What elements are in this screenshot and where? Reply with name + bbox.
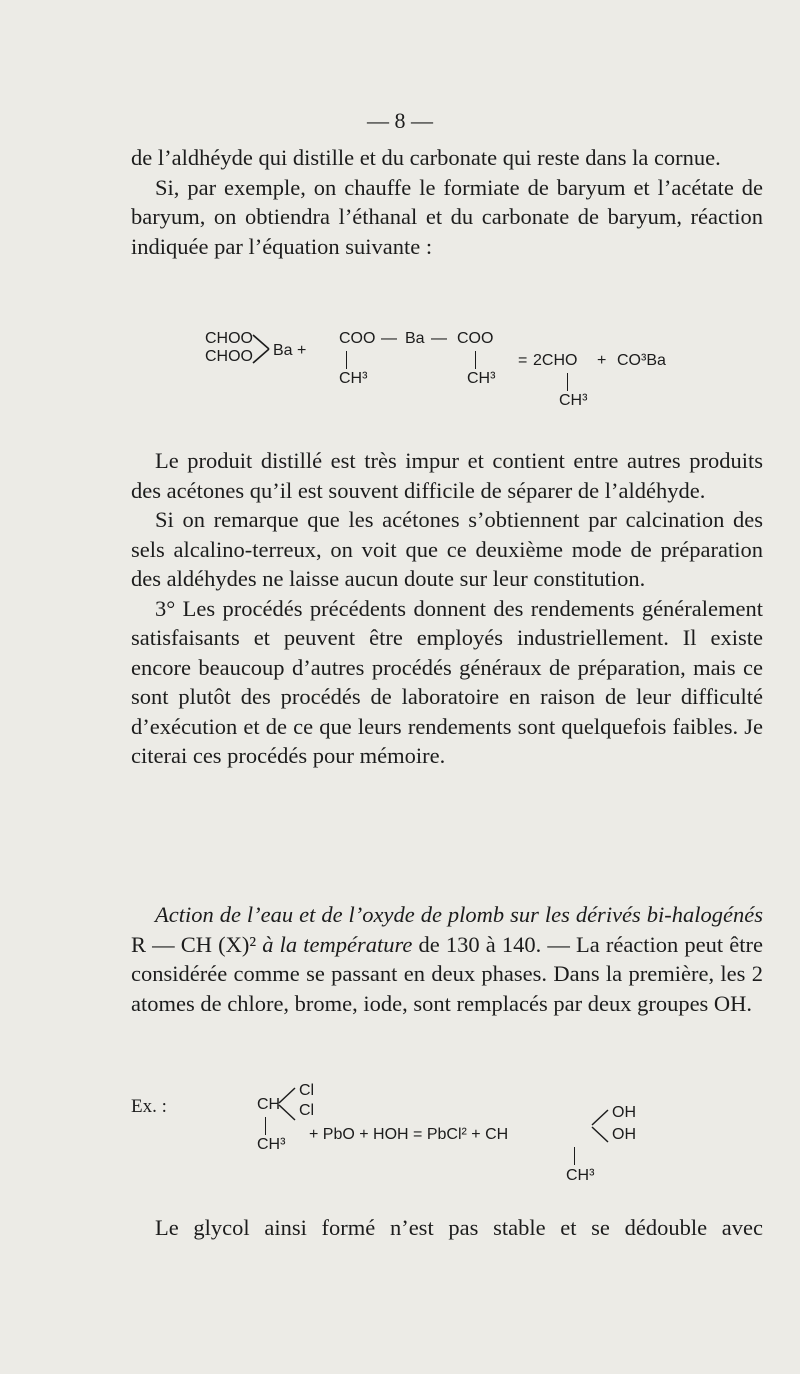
paragraph-3: Le produit distillé est très impur et contient entre autres produits des acétones qu’il est souvent difficile de séparer de l’aldéhyde. — [131, 448, 763, 503]
eq2-oh-top: OH — [612, 1104, 636, 1121]
paragraph-6-italic-2: à la température — [262, 931, 413, 957]
paragraph-6 — [131, 900, 763, 1018]
paragraph-6-rest: de 130 à 140. — La réaction peut être considérée comme se passant en deux phases. Dans la première, les 2 atomes de chlore, brome, iode, sont remplacés par deux groupes OH. — [131, 931, 763, 1016]
eq1-choo-bottom: CHOO — [205, 348, 253, 365]
eq2-bond-left — [265, 1117, 266, 1135]
text-block-bottom — [131, 1213, 763, 1243]
eq2-ch: CH — [257, 1096, 281, 1113]
paragraph-6-italic-1: Action de l’eau et de l’oxyde de plomb sur les dérivés bi-halogénés — [155, 902, 763, 927]
paragraph-4: Si on remarque que les acétones s’obtiennent par calcination des sels alcalino-terreux, on voit que ce deuxième mode de préparation des aldéhydes ne laisse aucun doute sur leur constitution. — [131, 507, 763, 591]
eq1-bond-left — [346, 351, 347, 369]
text-block-top — [131, 143, 763, 261]
eq1-ba-bridge: Ba — [405, 330, 425, 347]
eq2-ch3-left: CH³ — [257, 1136, 286, 1153]
eq1-ch3-left: CH³ — [339, 370, 368, 387]
eq1-plus-2: + — [597, 352, 607, 369]
eq1-dash-1: — — [381, 330, 397, 347]
eq1-dash-2: — — [431, 330, 447, 347]
text-block-middle — [131, 446, 763, 771]
eq2-ex-label: Ex. : — [131, 1096, 167, 1117]
paragraph-2: Si, par exemple, on chauffe le formiate de baryum et l’acétate de baryum, on obtiendra l’éthanal et du carbonate de baryum, réaction indiquée par l’équation suivante : — [131, 174, 763, 259]
eq1-2cho: 2CHO — [533, 352, 578, 369]
eq1-bond-right — [475, 351, 476, 369]
eq2-reaction: + PbO + HOH = PbCl² + CH — [309, 1126, 509, 1143]
eq2-bracket-right — [590, 1104, 614, 1148]
eq1-ba: Ba — [273, 342, 293, 359]
eq1-co3ba: CO³Ba — [617, 352, 666, 369]
eq2-ch3-right: CH³ — [566, 1167, 595, 1184]
eq1-plus: + — [297, 342, 307, 359]
eq1-coo-left: COO — [339, 330, 376, 347]
eq1-ch3-product: CH³ — [559, 392, 588, 409]
eq1-equals: = — [518, 352, 528, 369]
page-number: — 8 — — [367, 108, 433, 133]
eq2-oh-bottom: OH — [612, 1126, 636, 1143]
eq2-cl-bottom: Cl — [299, 1102, 315, 1119]
paragraph-6-formula: R — CH (X)² — [131, 931, 257, 957]
paragraph-7: Le glycol ainsi formé n’est pas stable et se dédouble avec — [155, 1215, 763, 1240]
eq1-bond-product — [567, 373, 568, 391]
eq1-coo-right: COO — [457, 330, 494, 347]
equation-glycol — [131, 1082, 691, 1192]
eq1-bracket — [251, 332, 273, 366]
paragraph-1: de l’aldhéyde qui distille et du carbonate qui reste dans la cornue. — [131, 145, 721, 170]
equation-formiate-acetate — [205, 330, 705, 420]
eq2-bracket-left — [277, 1082, 301, 1126]
eq2-cl-top: Cl — [299, 1082, 315, 1099]
eq1-choo-top: CHOO — [205, 330, 253, 347]
paragraph-5: 3° Les procédés précédents donnent des rendements généralement satisfaisants et peuvent être employés industriellement. Il existe encore beaucoup d’autres procédés généraux de préparation, mais ce sont plutôt des procédés de laboratoire en raison de leur difficulté d’exécution et de ce que leurs rendements sont quelquefois faibles. Je citerai ces procédés pour mémoire. — [131, 595, 763, 768]
text-block-lower — [131, 900, 763, 1018]
eq1-ch3-right: CH³ — [467, 370, 496, 387]
eq2-bond-right — [574, 1147, 575, 1165]
